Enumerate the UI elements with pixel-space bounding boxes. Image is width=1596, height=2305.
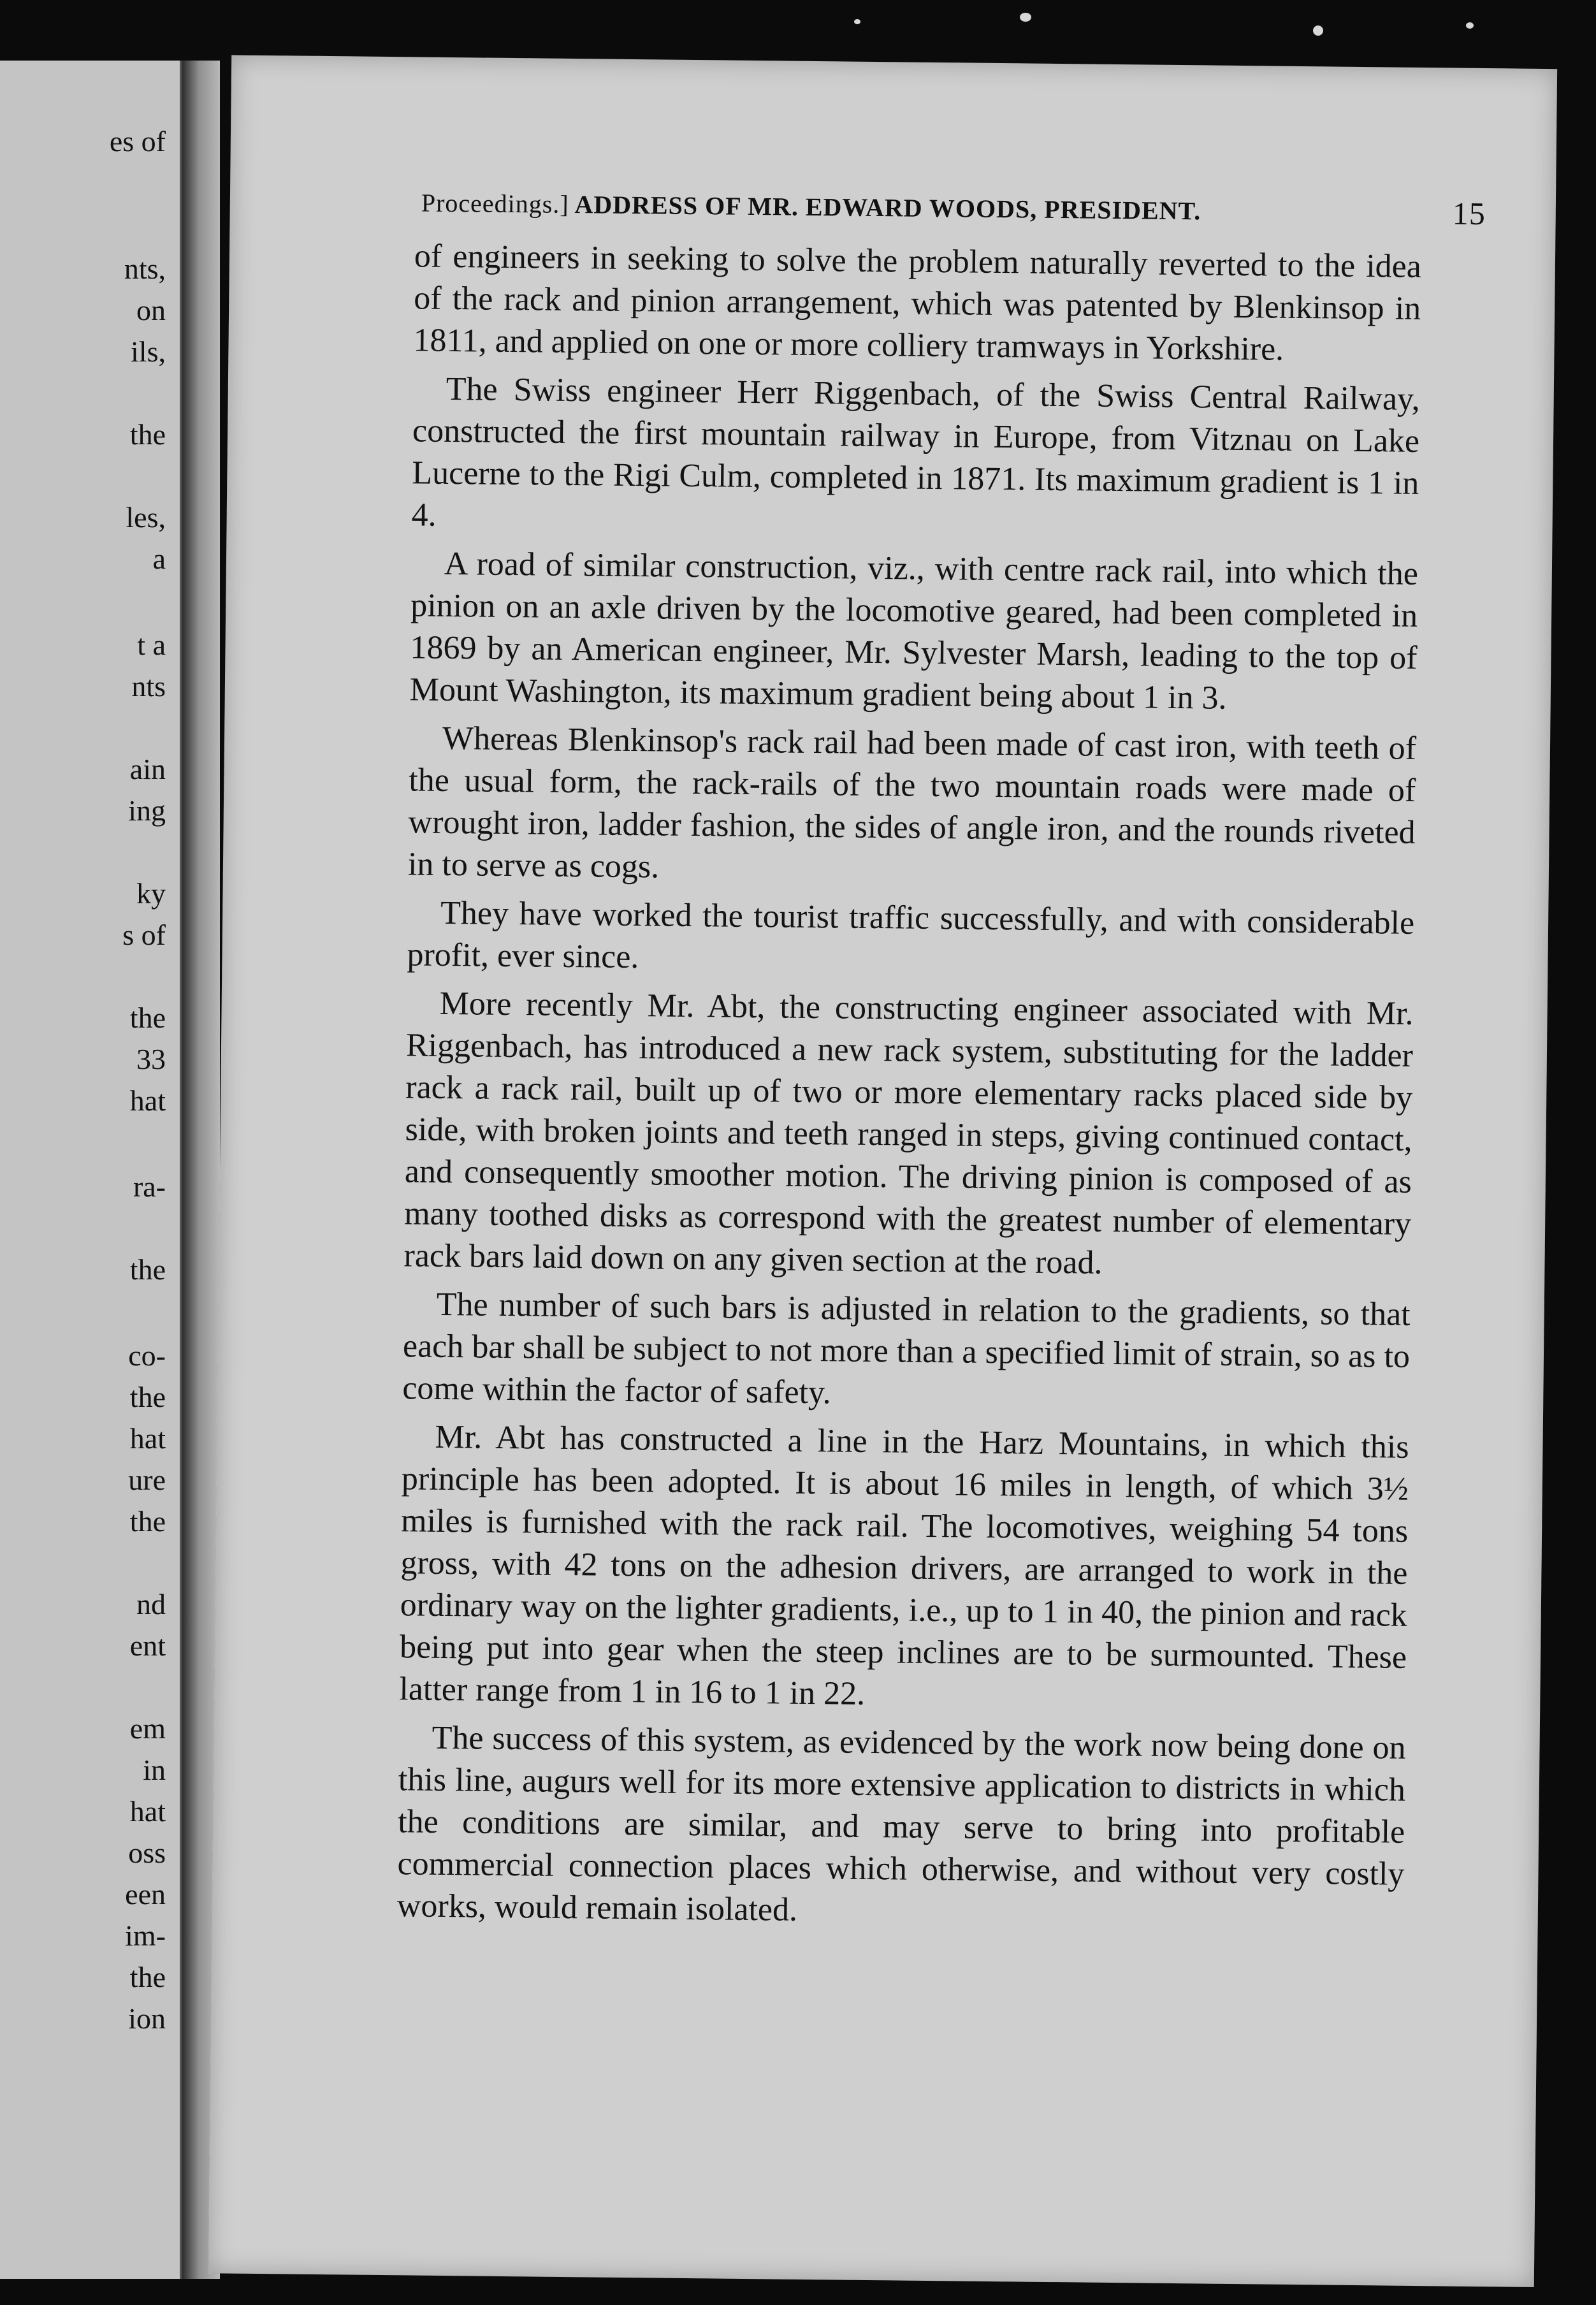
- left-page-text-fragment: hat: [129, 1422, 166, 1455]
- left-page-text-fragment: t a: [137, 629, 166, 661]
- paragraph: The number of such bars is adjusted in relation to the gradients, so that each bar shall be subject to not more than a specified limit of strain, so as to come within the factor of safety.: [402, 1286, 1411, 1411]
- left-page-text-fragment: hat: [129, 1795, 166, 1828]
- left-page-text-fragment: a: [152, 542, 166, 575]
- left-page-text-fragment: ing: [128, 794, 166, 827]
- left-page-text-fragment: een: [125, 1878, 166, 1910]
- dust-speck: [1313, 25, 1323, 36]
- left-page-text-fragment: ion: [128, 2002, 166, 2035]
- body-text: [396, 235, 1421, 1944]
- left-page-text-fragment: ure: [128, 1464, 166, 1496]
- left-page-text-fragment: the: [129, 1001, 166, 1034]
- left-page-text-fragment: hat: [129, 1084, 166, 1117]
- paragraph: of engineers in seeking to solve the problem naturally reverted to the idea of the rack and pinion arrangement, which was patented by Blenkinsop in 1811, and applied on one or more colliery tramways in Yorkshire.: [413, 238, 1422, 368]
- left-page-text-fragment: es of: [109, 125, 166, 157]
- left-page-text-fragment: on: [136, 294, 166, 326]
- left-page-text-fragment: co-: [128, 1339, 166, 1372]
- left-page-text-fragment: ent: [129, 1629, 166, 1662]
- left-page-text-fragment: ra-: [133, 1170, 166, 1203]
- left-page-edge: [0, 61, 182, 2279]
- dust-speck: [1020, 13, 1031, 22]
- left-page-text-fragment: nd: [136, 1588, 166, 1620]
- running-header: [421, 188, 1596, 231]
- left-page-text-fragment: in: [143, 1754, 166, 1786]
- paragraph: A road of similar construction, viz., with centre rack rail, into which the pinion on an axle driven by the locomotive geared, had been completed in 1869 by an American engineer, Mr. Sylvester Marsh, leading to the top of Mount Washington, its maximum gradient being about 1 in 3.: [409, 545, 1419, 716]
- left-page-text-fragment: the: [129, 1505, 166, 1538]
- paragraph: They have worked the tourist traffic successfully, and with considerable profit, ever since.: [407, 894, 1415, 976]
- left-page-text-fragment: the: [129, 1381, 166, 1413]
- left-page-text-fragment: 33: [136, 1043, 166, 1075]
- left-page-text-fragment: the: [129, 1253, 166, 1286]
- paragraph: Whereas Blenkinsop's rack rail had been made of cast iron, with teeth of the usual form, the rack-rails of the two mountain roads were made of wrought iron, ladder fashion, the sides of angle iron, and the rounds riveted in to serve as cogs.: [407, 720, 1417, 885]
- left-page-text-fragment: ky: [136, 877, 166, 910]
- document-page: [208, 55, 1557, 2287]
- paragraph: The success of this system, as evidenced by the work now being done on this line, augurs well for its more extensive application to districts in which the conditions are similar, and may serve to bring into profitable commercial connection places which otherwise, and without very costly works, would remain isolated.: [396, 1719, 1406, 1928]
- left-page-text-fragment: les,: [126, 501, 166, 534]
- dust-speck: [1466, 22, 1474, 29]
- left-page-text-fragment: em: [129, 1712, 166, 1745]
- paragraph: More recently Mr. Abt, the constructing engineer associated with Mr. Riggenbach, has introduced a new rack system, substituting for the ladder rack a rack rail, built up of two or more elementary racks placed side by side, with broken joints and teeth ranged in steps, giving continued contact, and consequently smoother motion. The driving pinion is composed of as many toothed disks as correspond with the greatest number of elementary rack bars laid down on any given section at the road.: [403, 985, 1414, 1281]
- left-page-text-fragment: oss: [128, 1836, 166, 1869]
- left-page-text-fragment: ain: [129, 753, 166, 785]
- paragraph: Mr. Abt has constructed a line in the Harz Mountains, in which this principle has been adopted. It is about 16 miles in length, of which 3½ miles is furnished with the rack rail. The locomotives, weighing 54 tons gross, with 42 tons on the adhesion drivers, are arranged to work in the ordinary way on the lighter gradients, i.e., up to 1 in 40, the pinion and rack being put into gear when the steep inclines are to be surmounted. These latter range from 1 in 16 to 1 in 22.: [399, 1418, 1409, 1712]
- left-page-text-fragment: im-: [125, 1919, 166, 1952]
- header-title: ADDRESS OF MR. EDWARD WOODS, PRESIDENT.: [574, 190, 1201, 226]
- left-page-text-fragment: the: [129, 418, 166, 451]
- paragraph: The Swiss engineer Herr Riggenbach, of the Swiss Central Railway, constructed the first mountain railway in Europe, from Vitznau on Lake Lucerne to the Rigi Culm, completed in 1871. Its maximum gradient is 1 in 4.: [411, 370, 1421, 534]
- left-page-text-fragment: s of: [122, 919, 166, 951]
- left-page-text-fragment: the: [129, 1961, 166, 1993]
- dust-speck: [854, 19, 860, 24]
- page-number: 15: [1452, 195, 1486, 231]
- left-page-text-fragment: ils,: [131, 335, 166, 368]
- header-section: Proceedings.]: [421, 188, 569, 219]
- left-page-text-fragment: nts: [131, 670, 166, 702]
- left-page-text-fragment: nts,: [124, 252, 166, 285]
